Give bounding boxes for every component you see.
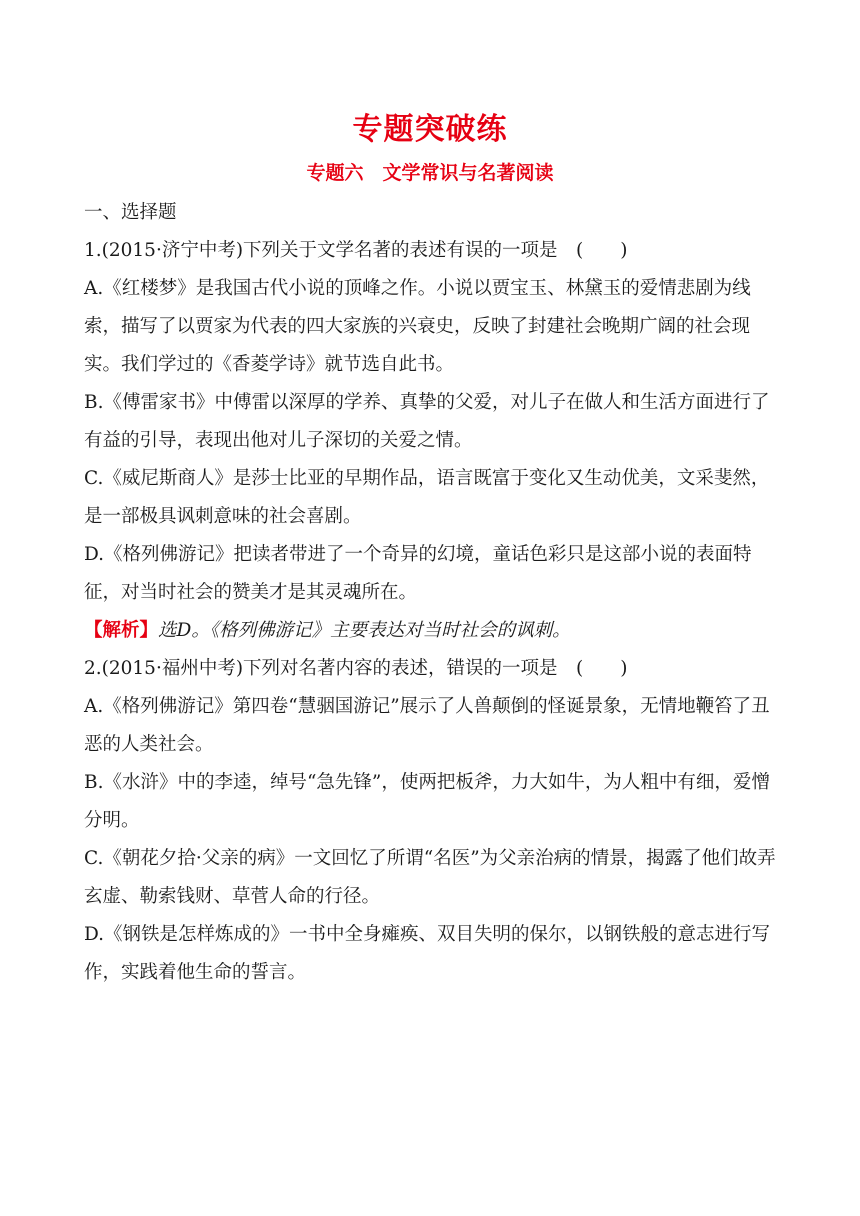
question-1-option-b: B.《傅雷家书》中傅雷以深厚的学养、真挚的父爱，对儿子在做人和生活方面进行了有益的引导，表现出他对儿子深切的关爱之情。	[84, 392, 770, 451]
question-1-analysis	[84, 612, 782, 650]
analysis-text: 选D。《格列佛游记》主要表达对当时社会的讽刺。	[158, 620, 571, 641]
question-1-option-c: C.《威尼斯商人》是莎士比亚的早期作品，语言既富于变化又生动优美，文采斐然，是一部极具讽刺意味的社会喜剧。	[84, 468, 770, 527]
question-2-option-d: D.《钢铁是怎样炼成的》一书中全身瘫痪、双目失明的保尔，以钢铁般的意志进行写作，实践着他生命的誓言。	[84, 924, 771, 983]
page-title: 专题突破练	[352, 112, 508, 147]
question-1-option-a: A.《红楼梦》是我国古代小说的顶峰之作。小说以贾宝玉、林黛玉的爱情悲剧为线索，描写了以贾家为代表的四大家族的兴衰史，反映了封建社会晚期广阔的社会现实。我们学过的《香菱学诗》就节选自此书。	[84, 278, 751, 375]
question-2-option-a: A.《格列佛游记》第四卷“慧骃国游记”展示了人兽颠倒的怪诞景象，无情地鞭笞了丑恶的人类社会。	[84, 696, 770, 755]
analysis-tag: 【解析】	[84, 620, 159, 641]
question-2-option-c: C.《朝花夕拾·父亲的病》一文回忆了所谓“名医”为父亲治病的情景，揭露了他们故弄玄虚、勒索钱财、草菅人命的行径。	[84, 848, 776, 907]
question-2-option-b: B.《水浒》中的李逵，绰号“急先锋”，使两把板斧，力大如牛，为人粗中有细，爱憎分明。	[84, 772, 770, 831]
page-subtitle: 专题六 文学常识与名著阅读	[306, 162, 554, 184]
section-heading: 一、选择题	[84, 202, 177, 223]
question-1-stem: 1.(2015·济宁中考)下列关于文学名著的表述有误的一项是 ( )	[84, 240, 628, 261]
question-2-stem: 2.(2015·福州中考)下列对名著内容的表述，错误的一项是 ( )	[84, 658, 628, 679]
document-body	[84, 194, 782, 992]
question-1-option-d: D.《格列佛游记》把读者带进了一个奇异的幻境，童话色彩只是这部小说的表面特征，对当时社会的赞美才是其灵魂所在。	[84, 544, 752, 603]
